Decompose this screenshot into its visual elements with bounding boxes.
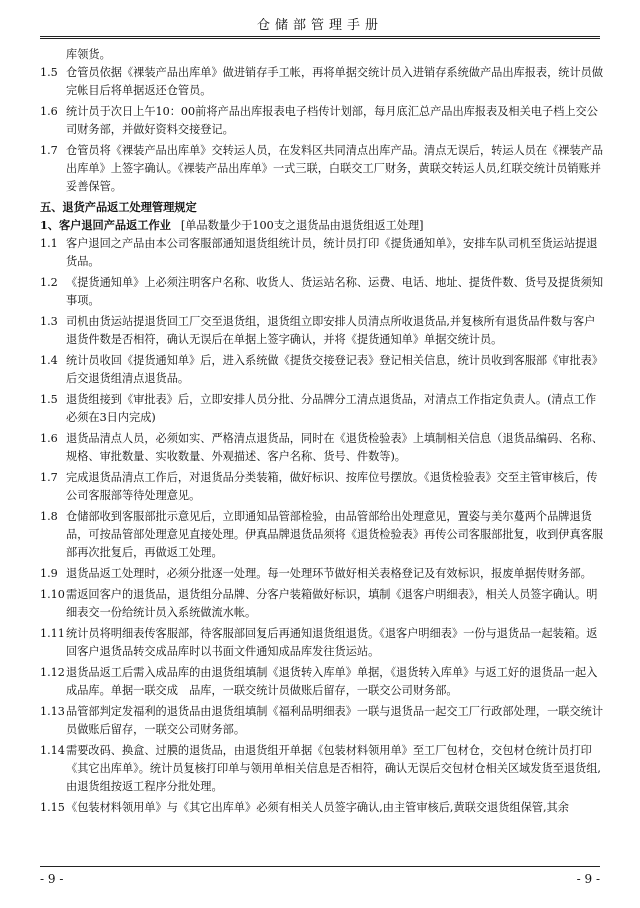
list-item	[40, 799, 604, 817]
subsection-heading	[40, 216, 604, 235]
item-text: 退货组接到《审批表》后，立即安排人员分批、分品牌分工清点退货品，对清点工作指定负责人。(清点工作必须在3日内完成)	[66, 393, 597, 424]
page-number-right: - 9 -	[576, 872, 600, 886]
list-item	[40, 703, 604, 739]
list-item	[40, 625, 604, 661]
list-item	[40, 469, 604, 505]
item-number: 1.14	[40, 744, 65, 757]
document-body	[40, 46, 604, 817]
item-number: 1.7	[40, 471, 58, 484]
item-text: 客户退回之产品由本公司客服部通知退货组统计员，统计员打印《提货通知单》，安排车队司机至货运站提退货品。	[66, 237, 598, 268]
item-number: 1.15	[40, 801, 65, 814]
item-text: 《提货通知单》上必须注明客户名称、收货人、货运站名称、运费、电话、地址、提货件数、货号及提货须知事项。	[66, 276, 604, 307]
item-number: 1.11	[40, 627, 65, 640]
item-text: 仓管员将《裸装产品出库单》交转运人员，在发料区共同清点出库产品。清点无误后，转运人员在《裸装产品出库单》上签字确认。《裸装产品出库单》一式三联，白联交工厂财务，黄联交转运人员,红联交统计员销账并妥善保管。	[66, 144, 604, 193]
item-number: 1.5	[40, 66, 58, 79]
item-number: 1.1	[40, 237, 58, 250]
item-text: 需返回客户的退货品，退货组分品牌、分客户装箱做好标识，填制《退客户明细表》，相关人员签字确认。明细表交一份给统计员入系统做流水帐。	[66, 588, 598, 619]
page-header-title: 仓储部管理手册	[256, 18, 383, 33]
subsection-note: [单品数量少于100支之退货品由退货组返工处理]	[180, 219, 424, 232]
item-number: 1.6	[40, 432, 58, 445]
list-group-b	[40, 235, 604, 817]
list-item	[40, 430, 604, 466]
item-text: 需要改码、换盒、过膜的退货品，由退货组开单据《包装材料领用单》至工厂包材仓，交包材仓统计员打印《其它出库单》。统计员复核打印单与领用单相关信息是否相符，确认无误后交包材仓相关区域发货至退货组,由退货组按返工程序分批处理。	[66, 744, 601, 793]
item-text: 退货品清点人员，必须如实、严格清点退货品，同时在《退货检验表》上填制相关信息（退货品编码、名称、规格、审批数量、实收数量、外观描述、客户名称、货号、件数等)。	[66, 432, 604, 463]
list-item	[40, 313, 604, 349]
list-item	[40, 235, 604, 271]
list-item	[40, 508, 604, 562]
item-number: 1.4	[40, 354, 58, 367]
list-item	[40, 142, 604, 196]
item-text: 统计员收回《提货通知单》后，进入系统做《提货交接登记表》登记相关信息，统计员收到客服部《审批表》后交退货组清点退货品。	[66, 354, 604, 385]
list-item	[40, 274, 604, 310]
item-number: 1.9	[40, 567, 58, 580]
item-text: 品管部判定发福利的退货品由退货组填制《福利品明细表》一联与退货品一起交工厂行政部处理，一联交统计员做账后留存，一联交公司财务部。	[66, 705, 604, 736]
item-number: 1.2	[40, 276, 58, 289]
item-text: 司机由货运站提退货回工厂交至退货组，退货组立即安排人员清点所收退货品,并复核所有退货品件数与客户退货件数是否相符，确认无误后在单据上签字确认，并将《提货通知单》单据交统计员。	[66, 315, 596, 346]
subsection-title: 1、客户退回产品返工作业	[40, 218, 171, 232]
item-number: 1.13	[40, 705, 65, 718]
list-item	[40, 64, 604, 100]
item-text: 完成退货品清点工作后，对退货品分类装箱，做好标识、按库位号摆放。《退货检验表》交至主管审核后，传公司客服部等待处理意见。	[66, 471, 598, 502]
footer-divider	[40, 866, 600, 867]
list-item	[40, 586, 604, 622]
page-number-left: - 9 -	[40, 872, 64, 886]
item-text: 《包装材料领用单》与《其它出库单》必须有相关人员签字确认,由主管审核后,黄联交退货组保管,其余	[66, 801, 569, 814]
header-divider	[40, 36, 600, 39]
list-item	[40, 352, 604, 388]
item-text: 仓储部收到客服部批示意见后，立即通知品管部检验，由品管部给出处理意见，置姿与美尔蔓两个品牌退货品，可按品管部处理意见直接处理。伊真品牌退货品须将《退货检验表》再传公司客服部批复，收到伊真客服部再次批复后，再做返工处理。	[66, 510, 604, 559]
continuation-text: 库领货。	[66, 48, 111, 61]
list-item	[40, 565, 604, 583]
list-item	[40, 391, 604, 427]
item-text: 退货品返工后需入成品库的由退货组填制《退货转入库单》单据，《退货转入库单》与返工好的退货品一起入成品库。单据一联交成 品库，一联交统计员做账后留存，一联交公司财务部。	[66, 666, 598, 697]
item-text: 统计员于次日上午10：00前将产品出库报表电子档传计划部，每月底汇总产品出库报表及相关电子档上交公司财务部，并做好资料交接登记。	[66, 105, 598, 136]
item-number: 1.3	[40, 315, 58, 328]
item-text: 统计员将明细表传客服部，待客服部回复后再通知退货组退货。《退客户明细表》一份与退货品一起装箱。返回客户退货品转交成品库时以书面文件通知成品库发往货运站。	[66, 627, 598, 658]
list-item	[40, 664, 604, 700]
item-number: 1.5	[40, 393, 58, 406]
item-number: 1.8	[40, 510, 58, 523]
item-number: 1.6	[40, 105, 58, 118]
list-item	[40, 742, 604, 796]
list-group-a	[40, 64, 604, 196]
list-item	[40, 103, 604, 139]
section-heading: 五、退货产品返工处理管理规定	[40, 200, 197, 214]
item-text: 仓管员依据《裸装产品出库单》做进销存手工帐，再将单据交统计员入进销存系统做产品出库报表，统计员做完帐目后将单据返还仓管员。	[66, 66, 604, 97]
item-number: 1.12	[40, 666, 65, 679]
item-text: 退货品返工处理时，必须分批逐一处理。每一处理环节做好相关表格登记及有效标识，报废单据传财务部。	[66, 567, 592, 580]
item-number: 1.7	[40, 144, 58, 157]
item-number: 1.10	[40, 588, 65, 601]
